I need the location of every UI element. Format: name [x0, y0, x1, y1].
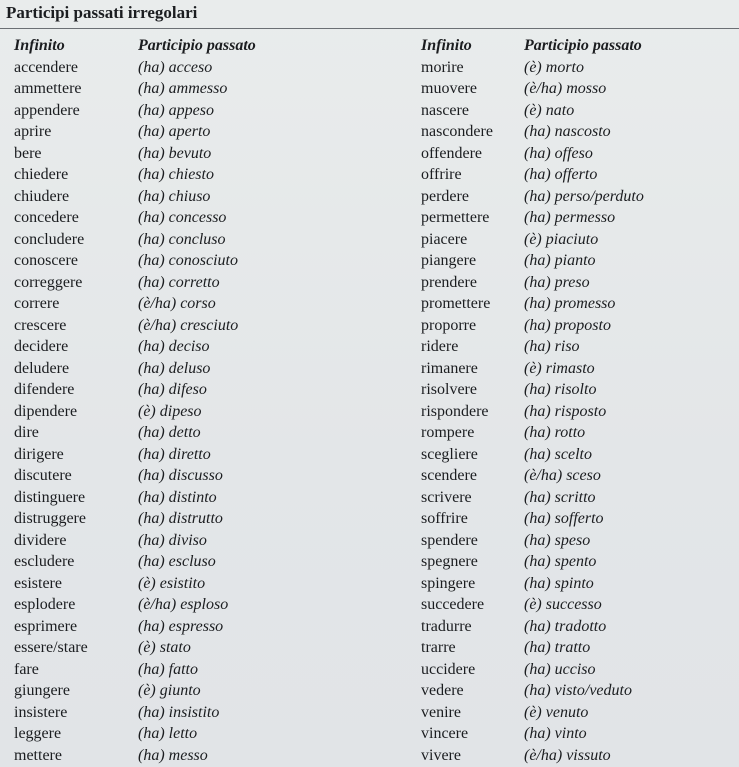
right-participio-list — [524, 57, 734, 767]
participio-entry: (ha) tradotto — [524, 617, 607, 635]
infinito-entry: offrire — [421, 166, 462, 183]
participio-entry: (ha) insistito — [138, 703, 220, 721]
infinito-entry: tradurre — [421, 617, 472, 635]
infinito-entry: mettere — [14, 746, 62, 764]
right-participio-column — [524, 35, 734, 766]
participio-entry: (ha) perso/perduto — [524, 187, 644, 205]
participio-entry: (è) dipeso — [138, 402, 202, 420]
infinito-entry: uccidere — [421, 660, 476, 678]
infinito-entry: succedere — [421, 596, 485, 613]
infinito-entry: vivere — [421, 746, 461, 764]
infinito-entry: scrivere — [421, 488, 472, 506]
participio-entry: (è) successo — [524, 596, 602, 613]
infinito-entry: muovere — [421, 80, 477, 97]
participio-entry: (ha) promesso — [524, 295, 616, 312]
participio-entry: (ha) offeso — [524, 144, 593, 162]
infinito-entry: venire — [421, 703, 461, 721]
infinito-entry: dividere — [14, 531, 67, 549]
participio-entry: (ha) chiuso — [138, 187, 211, 205]
infinito-entry: insistere — [14, 703, 68, 721]
infinito-entry: dire — [14, 424, 39, 441]
participio-entry: (è) nato — [524, 101, 575, 119]
participio-entry: (ha) riso — [524, 338, 580, 355]
participio-entry: (è/ha) cresciuto — [138, 316, 239, 334]
participio-entry: (ha) appeso — [138, 101, 214, 119]
participio-entry: (è) rimasto — [524, 359, 595, 377]
participio-entry: (ha) chiesto — [138, 166, 214, 183]
infinito-entry: distinguere — [14, 488, 86, 506]
infinito-entry: dipendere — [14, 402, 78, 420]
header-participio-left: Participio passato — [138, 37, 256, 54]
infinito-entry: discutere — [14, 467, 72, 484]
infinito-entry: chiudere — [14, 187, 70, 205]
participio-entry: (ha) deluso — [138, 359, 211, 377]
participio-entry: (ha) pianto — [524, 252, 596, 269]
participio-entry: (ha) messo — [138, 746, 208, 764]
infinito-entry: piacere — [421, 230, 468, 248]
participio-entry: (ha) ammesso — [138, 80, 228, 97]
participio-entry: (è) piaciuto — [524, 230, 599, 248]
participio-entry: (ha) rotto — [524, 424, 586, 441]
infinito-entry: proporre — [421, 316, 477, 334]
participio-entry: (è/ha) vissuto — [524, 746, 611, 764]
infinito-entry: ridere — [421, 338, 459, 355]
infinito-entry: essere/stare — [14, 639, 88, 656]
left-infinito-column — [14, 35, 132, 766]
participio-entry: (ha) bevuto — [138, 144, 212, 162]
participio-entry: (è) giunto — [138, 682, 201, 699]
participio-entry: (ha) escluso — [138, 553, 216, 570]
header-participio-right: Participio passato — [524, 37, 642, 54]
infinito-entry: perdere — [421, 187, 469, 205]
participio-entry: (è/ha) corso — [138, 295, 216, 312]
participio-entry: (è/ha) sceso — [524, 467, 601, 484]
participio-entry: (è/ha) mosso — [524, 80, 607, 97]
infinito-entry: piangere — [421, 252, 477, 269]
infinito-entry: fare — [14, 660, 39, 678]
participio-entry: (ha) concluso — [138, 230, 226, 248]
infinito-entry: dirigere — [14, 445, 64, 463]
infinito-entry: scendere — [421, 467, 477, 484]
infinito-entry: spendere — [421, 531, 478, 549]
participio-entry: (ha) preso — [524, 273, 590, 291]
participio-entry: (ha) fatto — [138, 660, 198, 678]
infinito-entry: decidere — [14, 338, 69, 355]
infinito-entry: distruggere — [14, 510, 86, 527]
participio-entry: (ha) diviso — [138, 531, 207, 549]
infinito-entry: permettere — [421, 209, 490, 226]
header-infinito-right: Infinito — [421, 37, 472, 54]
infinito-entry: leggere — [14, 725, 62, 742]
participio-entry: (ha) vinto — [524, 725, 587, 742]
participio-entry: (ha) discusso — [138, 467, 223, 484]
infinito-entry: concedere — [14, 209, 79, 226]
participio-entry: (ha) tratto — [524, 639, 591, 656]
participio-entry: (è/ha) esploso — [138, 596, 229, 613]
participio-entry: (è) stato — [138, 639, 191, 656]
participio-entry: (ha) conosciuto — [138, 252, 238, 269]
infinito-entry: appendere — [14, 101, 80, 119]
infinito-entry: nascondere — [421, 123, 493, 140]
participio-entry: (ha) distinto — [138, 488, 217, 506]
participio-entry: (ha) visto/veduto — [524, 682, 632, 699]
infinito-entry: ammettere — [14, 80, 82, 97]
infinito-entry: rimanere — [421, 359, 478, 377]
participio-entry: (ha) spento — [524, 553, 597, 570]
infinito-entry: chiedere — [14, 166, 69, 183]
participio-entry: (ha) letto — [138, 725, 198, 742]
participio-entry: (ha) scelto — [524, 445, 592, 463]
participio-entry: (ha) scritto — [524, 488, 596, 506]
participio-entry: (è) morto — [524, 58, 584, 76]
infinito-entry: promettere — [421, 295, 491, 312]
left-participio-column — [138, 35, 388, 766]
infinito-entry: bere — [14, 144, 42, 162]
participio-entry: (è) venuto — [524, 703, 589, 721]
participio-entry: (ha) risposto — [524, 402, 607, 420]
infinito-entry: conoscere — [14, 252, 78, 269]
infinito-entry: crescere — [14, 316, 67, 334]
infinito-entry: soffrire — [421, 510, 468, 527]
participio-entry: (ha) nascosto — [524, 123, 611, 140]
infinito-entry: spingere — [421, 574, 476, 592]
infinito-entry: scegliere — [421, 445, 478, 463]
participio-entry: (ha) sofferto — [524, 510, 604, 527]
right-infinito-column — [421, 35, 523, 766]
infinito-entry: prendere — [421, 273, 477, 291]
infinito-entry: rompere — [421, 424, 475, 441]
participio-entry: (ha) speso — [524, 531, 591, 549]
infinito-entry: deludere — [14, 359, 70, 377]
infinito-entry: escludere — [14, 553, 75, 570]
participio-entry: (ha) offerto — [524, 166, 598, 183]
header-infinito-left: Infinito — [14, 37, 65, 54]
infinito-entry: difendere — [14, 381, 75, 398]
participio-entry: (ha) permesso — [524, 209, 616, 226]
left-infinito-list — [14, 57, 132, 767]
participio-entry: (ha) aperto — [138, 123, 211, 140]
participio-entry: (ha) difeso — [138, 381, 207, 398]
participio-entry: (ha) espresso — [138, 617, 224, 635]
infinito-entry: risolvere — [421, 381, 477, 398]
infinito-entry: spegnere — [421, 553, 478, 570]
title-divider — [0, 28, 739, 29]
infinito-entry: concludere — [14, 230, 85, 248]
infinito-entry: morire — [421, 58, 464, 76]
participio-entry: (ha) spinto — [524, 574, 594, 592]
participio-entry: (ha) acceso — [138, 58, 213, 76]
infinito-entry: offendere — [421, 144, 482, 162]
infinito-entry: nascere — [421, 101, 469, 119]
infinito-entry: rispondere — [421, 402, 489, 420]
participio-entry: (ha) corretto — [138, 273, 220, 291]
infinito-entry: esplodere — [14, 596, 76, 613]
infinito-entry: esprimere — [14, 617, 78, 635]
participio-entry: (ha) concesso — [138, 209, 227, 226]
infinito-entry: trarre — [421, 639, 456, 656]
participio-entry: (ha) ucciso — [524, 660, 596, 678]
infinito-entry: accendere — [14, 58, 78, 76]
infinito-entry: esistere — [14, 574, 62, 592]
infinito-entry: vedere — [421, 682, 464, 699]
right-infinito-list — [421, 57, 523, 767]
participio-entry: (ha) detto — [138, 424, 201, 441]
participio-entry: (ha) deciso — [138, 338, 210, 355]
participio-entry: (è) esistito — [138, 574, 206, 592]
infinito-entry: correggere — [14, 273, 83, 291]
infinito-entry: giungere — [14, 682, 70, 699]
participio-entry: (ha) risolto — [524, 381, 597, 398]
infinito-entry: correre — [14, 295, 60, 312]
left-participio-list — [138, 57, 388, 767]
participio-entry: (ha) proposto — [524, 316, 611, 334]
participio-entry: (ha) diretto — [138, 445, 211, 463]
participio-entry: (ha) distrutto — [138, 510, 223, 527]
page-title: Participi passati irregolari — [6, 3, 198, 22]
infinito-entry: vincere — [421, 725, 469, 742]
infinito-entry: aprire — [14, 123, 52, 140]
